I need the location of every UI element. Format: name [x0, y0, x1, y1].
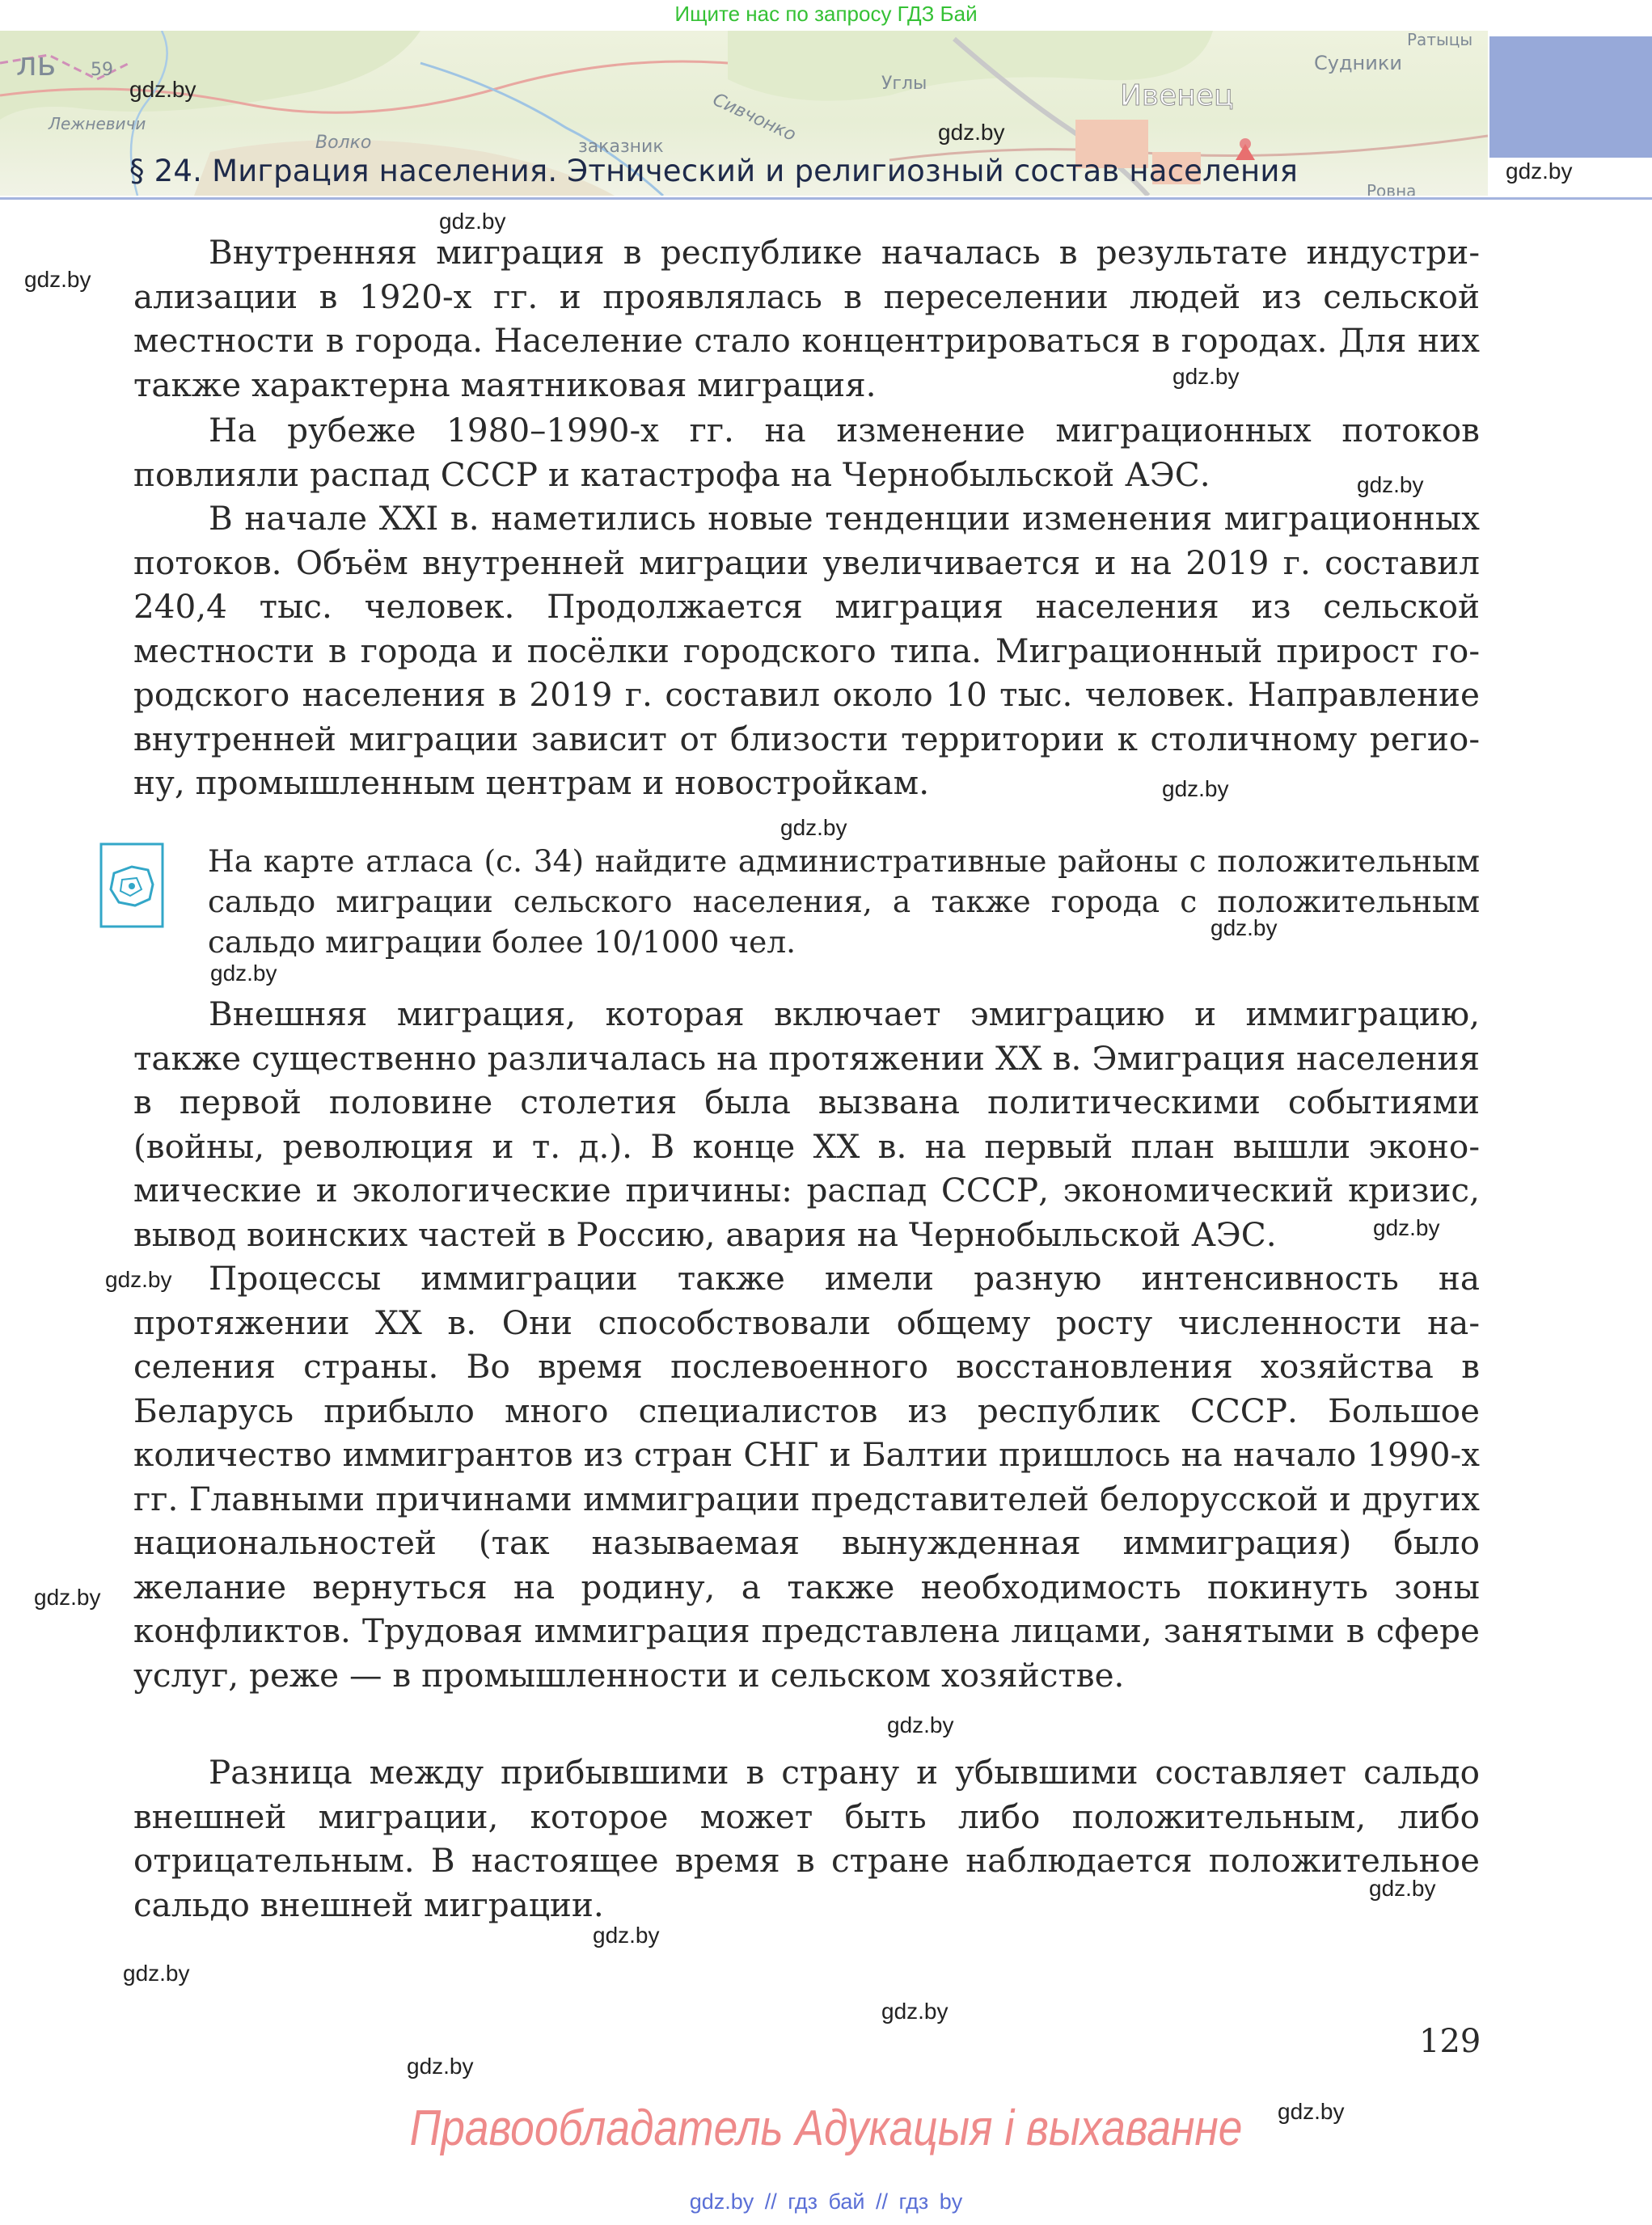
header-rule [0, 197, 1652, 200]
watermark: gdz.by [24, 267, 91, 292]
footer-links[interactable]: gdz.by // гдз бай // гдз by [689, 2189, 963, 2214]
svg-text:59: 59 [91, 60, 113, 80]
watermark: gdz.by [938, 120, 1005, 145]
copyright-notice: Правообладатель Адукацыя і выхаванне [409, 2100, 1243, 2156]
svg-text:Лежневичи: Лежневичи [49, 114, 146, 133]
watermark: gdz.by [881, 1999, 949, 2024]
svg-text:заказник: заказник [578, 137, 664, 157]
watermark: gdz.by [887, 1712, 954, 1737]
watermark: gdz.by [34, 1585, 101, 1610]
watermark: gdz.by [1278, 2099, 1345, 2124]
svg-text:Ратыцы: Ратыцы [1407, 31, 1473, 49]
paragraph-internal-migration: Внутренняя миграция в республике началась в результате индустриализации в 1920-х гг. и проявлялась в переселении людей из сельской местности в города. Население стало концентрироваться в городах. Для них также характерна маятниковая миграция. [133, 233, 1480, 404]
svg-text:Углы: Углы [881, 74, 927, 94]
search-banner[interactable]: Ищите нас по запросу ГДЗ Бай [674, 2, 978, 26]
paragraph-xxi-century: В начале XXI в. наметились новые тенденции изменения миграционных потоков. Объём внутренней миграции увеличивается и на 2019 г. составил 240,4 тыс. человек. Продолжается миграция населения из сельской местности в города и посёлки городского типа. Миграционный прирост городского населения в 2019 г. составил около 10 тыс. человек. Направление внутренней миграции зависит от близости территории к столичному региону, промышленным центрам и новостройкам. [133, 499, 1480, 802]
watermark: gdz.by [407, 2054, 474, 2079]
paragraph-immigration: Процессы иммиграции также имели разную интенсивность на протяжении XX в. Они способствовали общему росту численности населения страны. Во время послевоенного восстановления хозяйства в Беларусь прибыло много специалистов из республик СССР. Большое количество иммигрантов из стран СНГ и Балтии пришлось на начало 1990-х гг. Главными причинами иммиграции представителей белорусской и других национальностей (так называемая вынужденная иммиграция) было желание вернуться на родину, а также необходимость покинуть зоны конфликтов. Трудовая иммиграция представлена лицами, занятыми в сфере услуг, реже — в промышленности и сельском хозяйстве. [133, 1259, 1480, 1695]
watermark: gdz.by [105, 1267, 172, 1292]
svg-text:Судники: Судники [1314, 52, 1402, 74]
watermark: gdz.by [210, 961, 277, 986]
paragraph-external-migration: Внешняя миграция, которая включает эмиграцию и иммиграцию, также существенно различалась на протяжении XX в. Эмиграция населения в первой половине столетия была вызвана политическими событиями (войны, революция и т. д.). В конце XX в. на первый план вышли экономические и экологические причины: распад СССР, экономический кризис, вывод воинских частей в Россию, авария на Чернобыльской АЭС. [133, 994, 1480, 1254]
watermark: gdz.by [1162, 776, 1229, 801]
watermark: gdz.by [1210, 915, 1278, 940]
svg-text:Сивчонко: Сивчонко [709, 89, 799, 146]
watermark: gdz.by [129, 77, 196, 102]
atlas-map-icon [99, 842, 166, 930]
watermark: gdz.by [123, 1961, 190, 1986]
watermark: gdz.by [1373, 1215, 1440, 1240]
watermark: gdz.by [439, 209, 506, 234]
watermark: gdz.by [1369, 1876, 1436, 1901]
svg-text:ль: ль [16, 46, 57, 83]
watermark: gdz.by [593, 1923, 660, 1948]
watermark: gdz.by [1172, 364, 1240, 389]
svg-text:Ровна: Ровна [1367, 181, 1417, 196]
chapter-title: § 24. Миграция населения. Этнический и религиозный состав населения [129, 154, 1299, 188]
watermark: gdz.by [780, 815, 847, 840]
watermark: gdz.by [1357, 472, 1424, 497]
paragraph-balance: Разница между прибывшими в страну и убывшими составляет сальдо внешней миграции, которое может быть либо положительным, либо отрицательным. В настоящее время в стране наблюдается положительное сальдо внешней миграции. [133, 1753, 1480, 1924]
chapter-tab [1489, 36, 1652, 158]
svg-text:Ивенец: Ивенец [1120, 79, 1234, 112]
svg-text:Волко: Волко [315, 133, 372, 153]
task-text: На карте атласа (с. 34) найдите административные районы с положительным сальдо миграции сельского населения, а также города с положительным сальдо миграции более 10/1000 чел. [208, 843, 1480, 960]
watermark: gdz.by [1506, 158, 1573, 184]
page-number: 129 [1419, 2023, 1481, 2060]
paragraph-1980-1990: На рубеже 1980–1990-х гг. на изменение миграционных потоков повлияли распад СССР и катастрофа на Чернобыльской АЭС. [133, 411, 1480, 494]
